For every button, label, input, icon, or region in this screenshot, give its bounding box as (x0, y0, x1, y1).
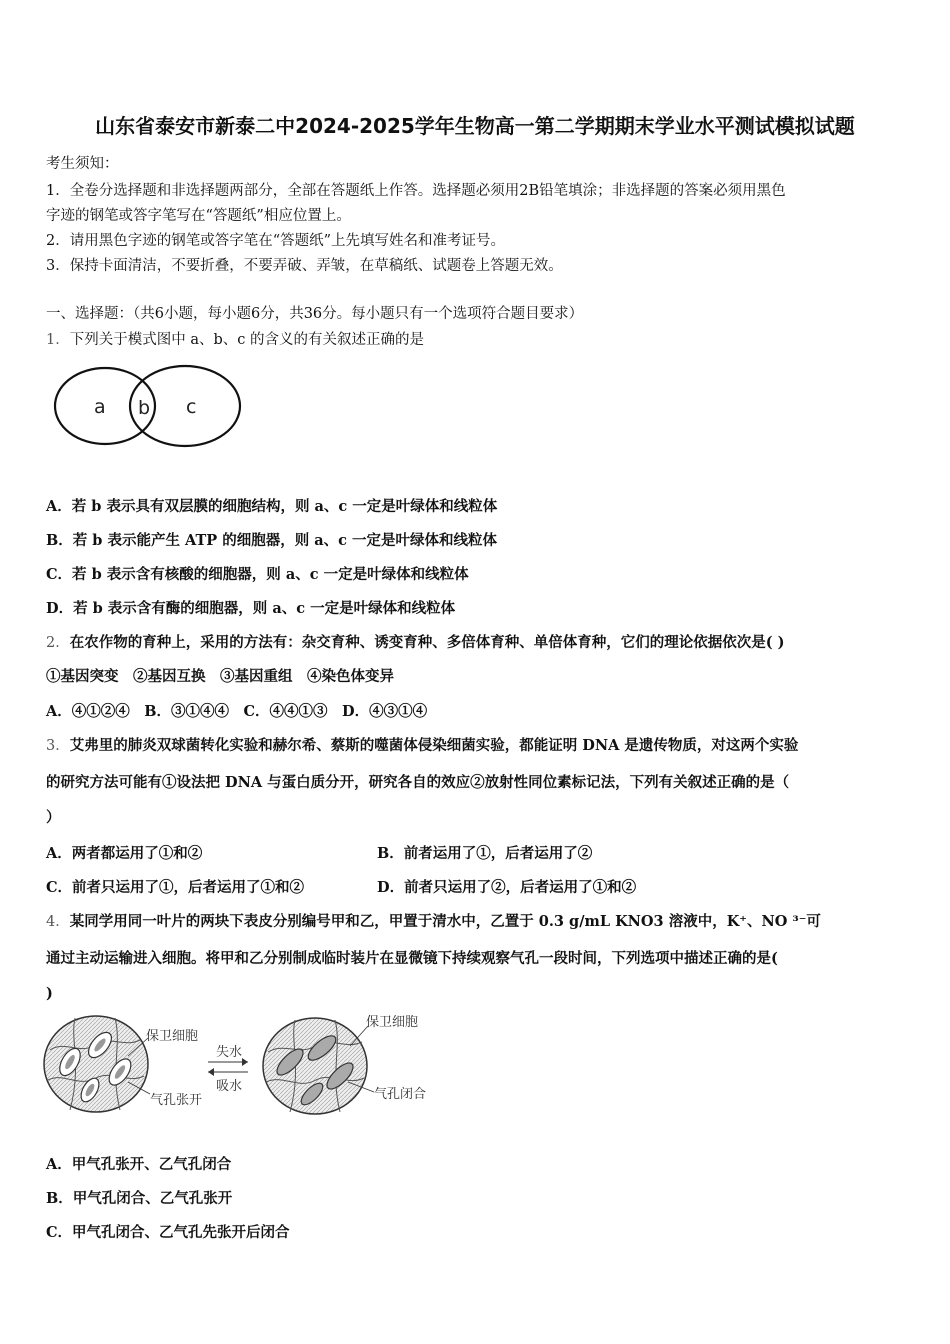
q4-option-a: A．甲气孔张开、乙气孔闭合 (46, 1156, 232, 1173)
q2-basis: ①基因突变 ②基因互换 ③基因重组 ④染色体变异 (46, 668, 394, 685)
q4-stem-line-2: 通过主动运输进入细胞。将甲和乙分别制成临时装片在显微镜下持续观察气孔一段时间，下列选项中描述正确的是( (46, 950, 778, 967)
exam-title: 山东省泰安市新泰二中2024-2025学年生物高一第二学期期末学业水平测试模拟试题 (95, 114, 855, 138)
q4-option-c: C．甲气孔闭合、乙气孔先张开后闭合 (46, 1224, 290, 1241)
q3-option-b: B．前者运用了①，后者运用了② (377, 845, 593, 862)
q4-stem-line-3: ) (46, 985, 53, 1002)
q2-stem (46, 631, 785, 652)
q1-option-d: D．若 b 表示含有酶的细胞器，则 a、c 一定是叶绿体和线粒体 (46, 600, 456, 617)
q4-number: 4． (46, 914, 70, 930)
venn-label-a: a (94, 396, 106, 418)
q3-option-a: A．两者都运用了①和② (46, 845, 203, 862)
q2-stem-text: 在农作物的育种上，采用的方法有：杂交育种、诱变育种、多倍体育种、单倍体育种，它们的理论依据依次是( ) (69, 634, 785, 651)
notice-heading: 考生须知： (46, 156, 119, 172)
q3-option-c: C．前者只运用了①，后者运用了①和② (46, 879, 305, 896)
notice-item-3: 3．保持卡面清洁，不要折叠，不要弄破、弄皱，在草稿纸、试题卷上答题无效。 (46, 258, 563, 274)
q3-number: 3． (46, 738, 70, 754)
label-guard-cell-right: 保卫细胞 (366, 1015, 419, 1030)
q3-stem-line-2: 的研究方法可能有①设法把 DNA 与蛋白质分开，研究各自的效应②放射性同位素标记法，下列有关叙述正确的是（ (46, 774, 790, 791)
q3-stem (46, 734, 798, 755)
q2-number: 2． (46, 635, 70, 651)
stomata-closed-specimen (263, 1018, 367, 1114)
q2-options: A．④①②④ B．③①④④ C．④④①③ D．④③①④ (46, 703, 428, 720)
label-lose-water: 失水 (216, 1045, 243, 1060)
q1-option-a: A．若 b 表示具有双层膜的细胞结构，则 a、c 一定是叶绿体和线粒体 (46, 498, 498, 515)
q1-number: 1． (46, 332, 70, 348)
stomata-open-specimen (44, 1016, 148, 1112)
label-guard-cell-left: 保卫细胞 (146, 1029, 199, 1044)
venn-label-c: c (186, 396, 197, 418)
section-heading: 一、选择题：（共6小题，每小题6分，共36分。每小题只有一个选项符合题目要求） (46, 306, 584, 322)
q1-option-c: C．若 b 表示含有核酸的细胞器，则 a、c 一定是叶绿体和线粒体 (46, 566, 469, 583)
venn-diagram (50, 362, 246, 450)
label-stoma-closed: 气孔闭合 (374, 1087, 427, 1102)
q4-stem-text-1: 某同学用同一叶片的两块下表皮分别编号甲和乙，甲置于清水中，乙置于 0.3 g/mL KNO3 溶液中，K⁺、NO ³⁻可 (69, 913, 821, 930)
notice-item-1-cont: 字迹的钢笔或答字笔写在“答题纸”相应位置上。 (46, 208, 351, 224)
q4-option-b: B．甲气孔闭合、乙气孔张开 (46, 1190, 233, 1207)
q1-stem (46, 328, 424, 349)
q3-option-d: D．前者只运用了②，后者运用了①和② (377, 879, 637, 896)
arrow-absorb-water (208, 1068, 248, 1076)
venn-label-b: b (138, 397, 151, 419)
label-stoma-open: 气孔张开 (150, 1093, 203, 1108)
q3-stem-text-1: 艾弗里的肺炎双球菌转化实验和赫尔希、蔡斯的噬菌体侵染细菌实验，都能证明 DNA 是遗传物质，对这两个实验 (69, 737, 799, 754)
q1-option-b: B．若 b 表示能产生 ATP 的细胞器，则 a、c 一定是叶绿体和线粒体 (46, 532, 498, 549)
q1-stem-text: 下列关于模式图中 a、b、c 的含义的有关叙述正确的是 (69, 332, 424, 348)
notice-item-1: 1．全卷分选择题和非选择题两部分，全部在答题纸上作答。选择题必须用2B铅笔填涂；非选择题的答案必须用黑色 (46, 183, 786, 199)
notice-item-2: 2．请用黑色字迹的钢笔或答字笔在“答题纸”上先填写姓名和准考证号。 (46, 233, 506, 249)
label-absorb-water: 吸水 (216, 1079, 243, 1094)
q4-stem (46, 910, 821, 931)
stomata-figure (40, 1010, 440, 1118)
q3-stem-line-3: ） (46, 809, 61, 826)
